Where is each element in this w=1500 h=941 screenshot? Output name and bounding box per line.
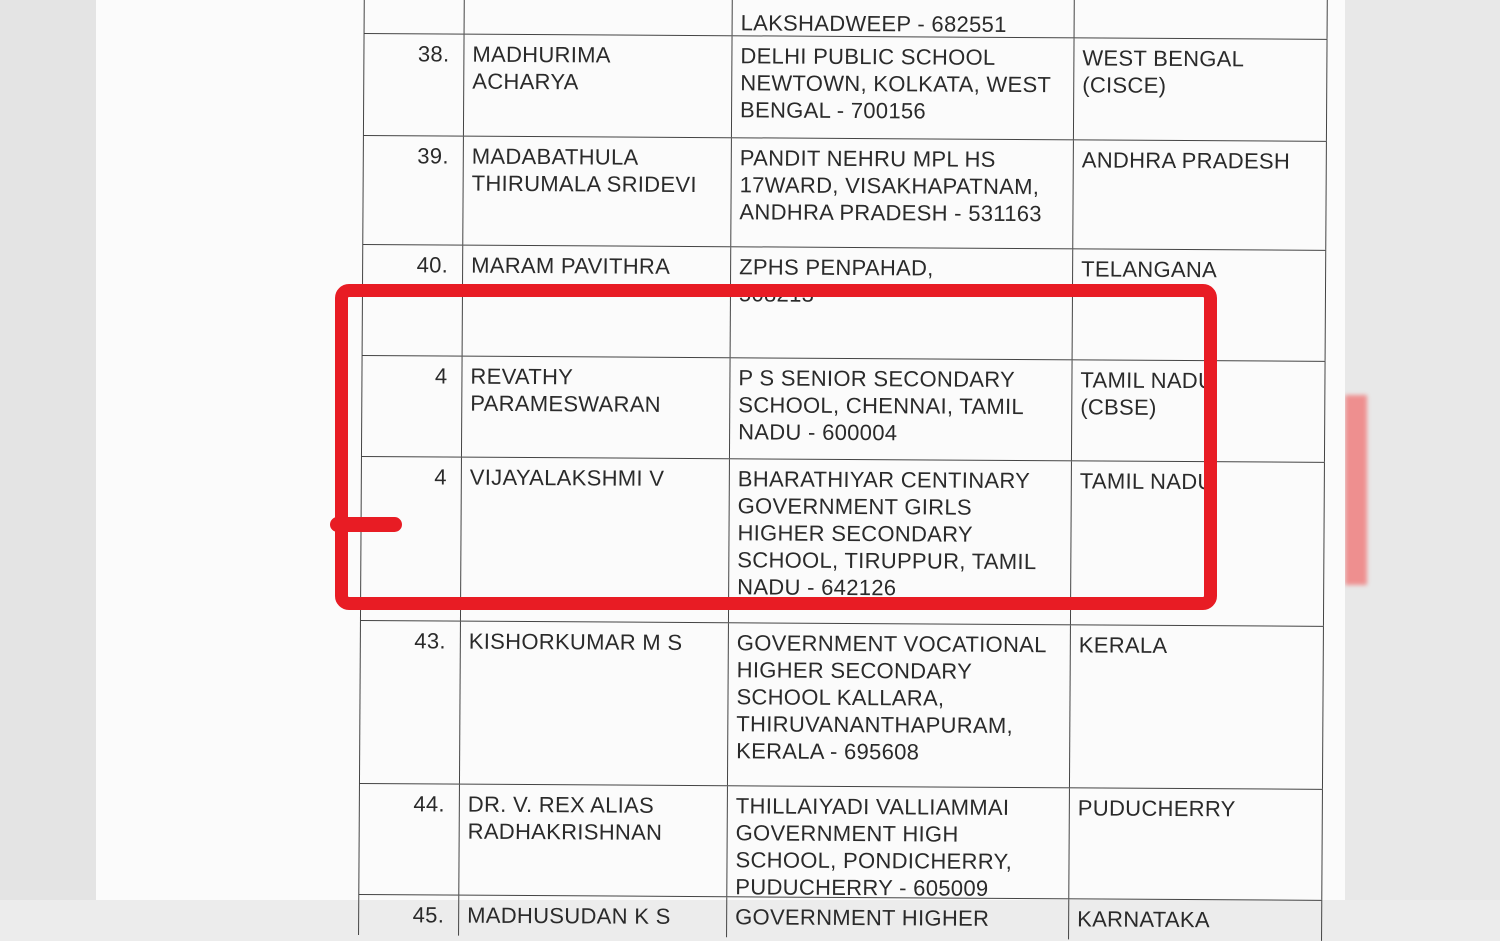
state-line: TAMIL NADU bbox=[1080, 367, 1215, 394]
serial-number: 45. bbox=[358, 895, 458, 936]
address-cell bbox=[731, 36, 1074, 139]
name-line: RADHAKRISHNAN bbox=[467, 818, 663, 845]
serial-number: 38. bbox=[363, 34, 464, 136]
address-line: NEWTOWN, KOLKATA, WEST bbox=[740, 70, 1052, 98]
state-line: TAMIL NADU bbox=[1079, 468, 1214, 495]
address-line: SCHOOL, CHENNAI, TAMIL bbox=[738, 392, 1025, 420]
address-line: KERALA - 695608 bbox=[736, 738, 920, 765]
name-line: ACHARYA bbox=[472, 68, 579, 95]
address-line: 508213 bbox=[738, 281, 815, 307]
name-cell bbox=[458, 896, 726, 938]
name-line: PARAMESWARAN bbox=[470, 390, 661, 417]
name-line: MADHUSUDAN K S bbox=[467, 902, 671, 929]
right-background bbox=[1345, 0, 1500, 900]
serial-number bbox=[364, 0, 464, 34]
state-line: WEST BENGAL bbox=[1082, 45, 1245, 72]
state-cell bbox=[1074, 0, 1328, 39]
address-line: NADU - 642126 bbox=[737, 574, 897, 601]
address-line: THILLAIYADI VALLIAMMAI bbox=[735, 793, 1010, 820]
address-cell bbox=[726, 786, 1069, 901]
serial-number: 40. bbox=[362, 245, 463, 356]
address-cell bbox=[727, 623, 1070, 787]
address-line: GOVERNMENT VOCATIONAL bbox=[736, 630, 1047, 658]
state-cell bbox=[1069, 625, 1324, 789]
red-highlight-box bbox=[335, 284, 1217, 610]
name-line: KISHORKUMAR M S bbox=[468, 628, 683, 655]
name-line: VIJAYALAKSHMI V bbox=[469, 464, 665, 491]
address-line: SCHOOL, TIRUPPUR, TAMIL bbox=[737, 547, 1037, 575]
address-line: HIGHER SECONDARY bbox=[736, 657, 973, 684]
name-cell bbox=[464, 0, 732, 35]
address-line: SCHOOL KALLARA, bbox=[736, 684, 945, 711]
state-line: KARNATAKA bbox=[1077, 906, 1210, 933]
table-row bbox=[359, 620, 1324, 789]
name-line: MADABATHULA bbox=[471, 143, 639, 170]
address-cell bbox=[732, 0, 1074, 37]
address-line: THIRUVANANTHAPURAM, bbox=[736, 711, 1014, 738]
address-line: DELHI PUBLIC SCHOOL bbox=[740, 43, 996, 70]
address-line: PANDIT NEHRU MPL HS bbox=[739, 145, 996, 172]
address-cell bbox=[726, 897, 1068, 939]
serial-number: 4 bbox=[360, 457, 461, 621]
left-background bbox=[0, 0, 96, 900]
address-line: ZPHS PENPAHAD, bbox=[739, 254, 934, 281]
name-line: THIRUMALA SRIDEVI bbox=[471, 170, 697, 198]
state-cell bbox=[1072, 140, 1327, 250]
serial-number: 44. bbox=[358, 784, 459, 895]
state-cell bbox=[1068, 788, 1323, 900]
address-line: GOVERNMENT HIGH bbox=[735, 820, 959, 847]
table-row bbox=[362, 135, 1327, 250]
red-marker-stroke bbox=[330, 517, 402, 532]
address-line: LAKSHADWEEP - 682551 bbox=[740, 10, 1007, 37]
address-line: 17WARD, VISAKHAPATNAM, bbox=[739, 172, 1040, 200]
serial-number: 43. bbox=[359, 621, 460, 784]
name-line: DR. V. REX ALIAS bbox=[467, 791, 655, 818]
table-row bbox=[358, 894, 1322, 941]
table-row bbox=[363, 33, 1328, 141]
state-line: (CISCE) bbox=[1082, 72, 1167, 98]
state-cell bbox=[1068, 899, 1322, 941]
address-line: BHARATHIYAR CENTINARY bbox=[737, 466, 1031, 494]
name-cell bbox=[459, 622, 728, 786]
red-spill-decoration bbox=[1345, 395, 1367, 585]
state-cell bbox=[1073, 38, 1328, 141]
name-line: MARAM PAVITHRA bbox=[471, 252, 671, 279]
address-line: BENGAL - 700156 bbox=[740, 97, 927, 124]
address-line: ANDHRA PRADESH - 531163 bbox=[739, 199, 1042, 227]
address-cell bbox=[730, 138, 1073, 248]
address-line: GOVERNMENT GIRLS bbox=[737, 493, 972, 520]
state-line: ANDHRA PRADESH bbox=[1081, 147, 1291, 174]
name-line: MADHURIMA bbox=[472, 41, 611, 68]
serial-number: 4 bbox=[361, 356, 462, 457]
name-line: REVATHY bbox=[470, 363, 574, 390]
state-line: KERALA bbox=[1078, 632, 1168, 658]
address-line: SCHOOL, PONDICHERRY, bbox=[735, 847, 1013, 874]
address-line: PUDUCHERRY - 605009 bbox=[735, 874, 989, 901]
serial-number: 39. bbox=[362, 136, 463, 245]
name-cell bbox=[462, 137, 731, 247]
address-line: GOVERNMENT HIGHER bbox=[735, 904, 990, 931]
name-cell bbox=[463, 35, 732, 138]
address-line: P S SENIOR SECONDARY bbox=[738, 365, 1016, 392]
state-line: (CBSE) bbox=[1080, 394, 1157, 420]
state-line: TELANGANA bbox=[1081, 256, 1218, 283]
name-cell bbox=[458, 785, 727, 897]
address-line: HIGHER SECONDARY bbox=[737, 520, 974, 547]
table-row bbox=[358, 783, 1323, 900]
address-line: NADU - 600004 bbox=[738, 419, 898, 446]
state-line: PUDUCHERRY bbox=[1077, 795, 1236, 822]
